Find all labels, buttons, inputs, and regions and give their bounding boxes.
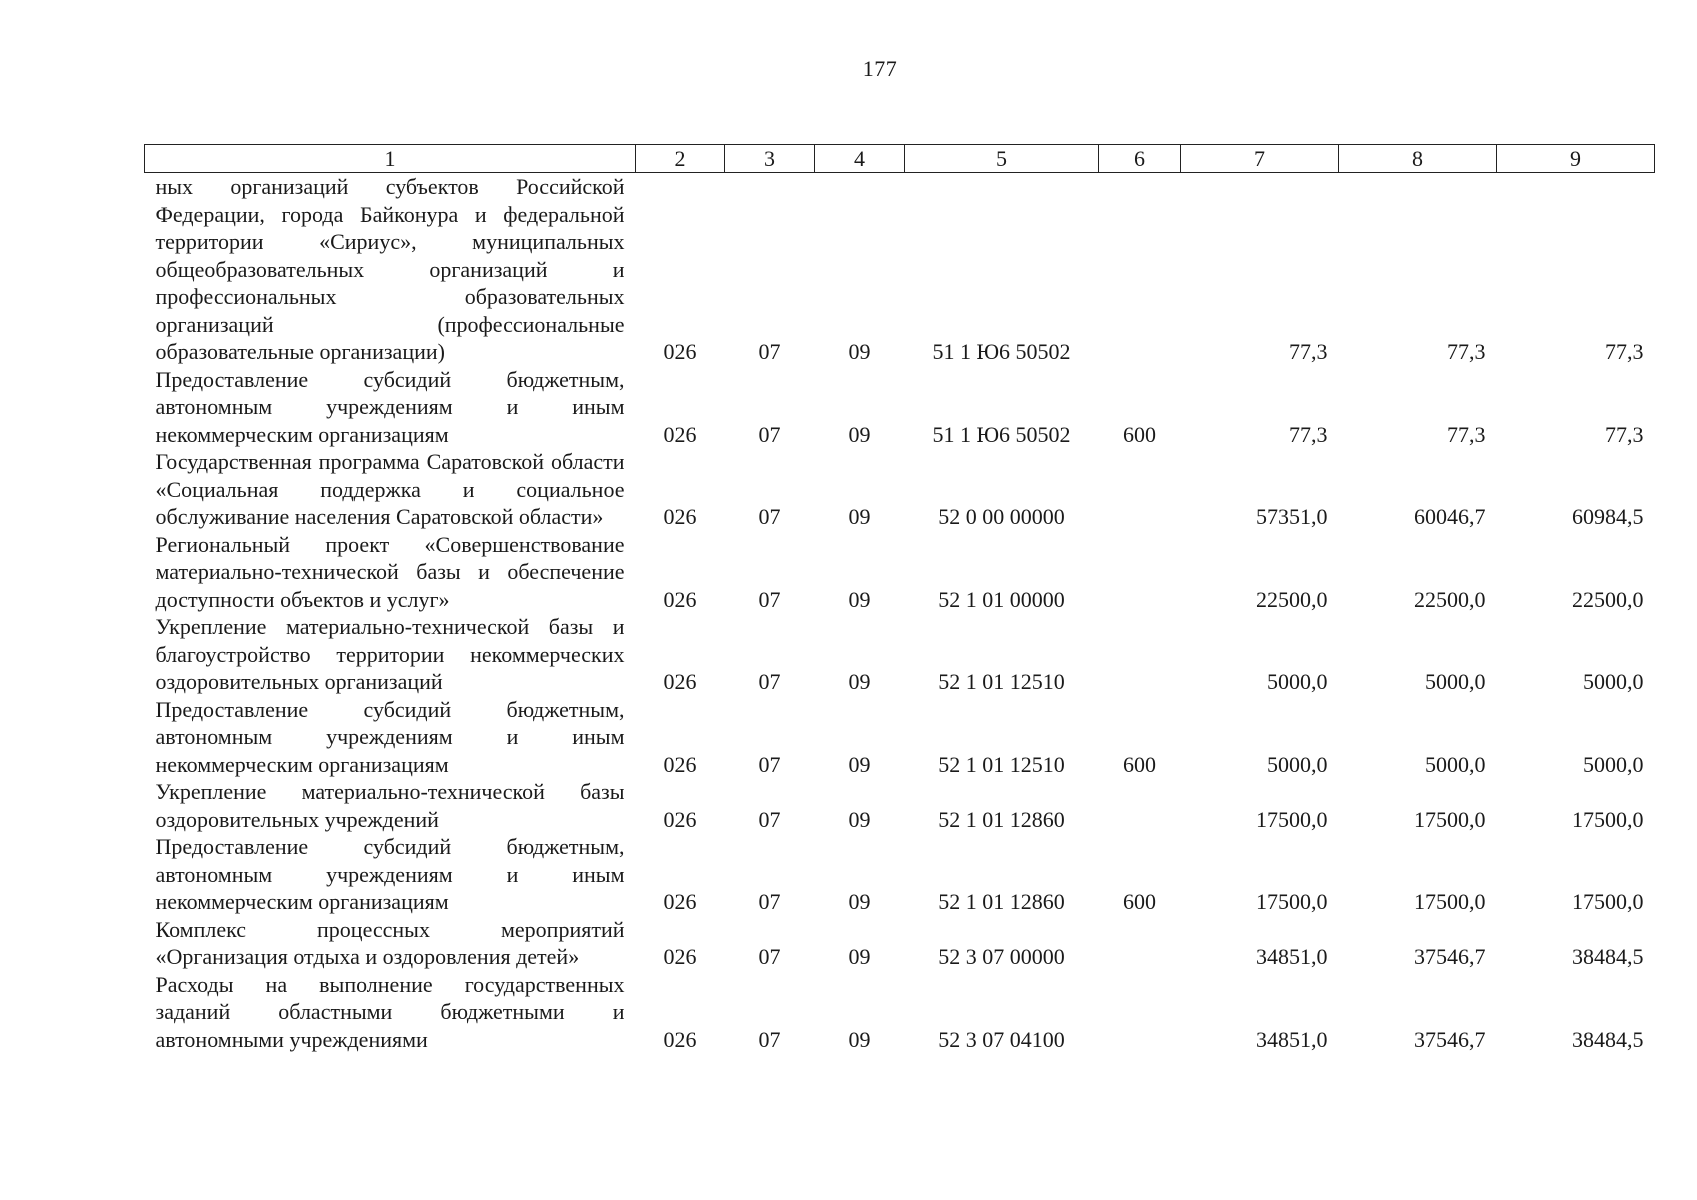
row-amount-col7: 34851,0 xyxy=(1256,1026,1328,1052)
row-target-article: 52 1 01 12510 xyxy=(938,751,1065,777)
table-row xyxy=(145,613,1655,696)
row-subsection-code: 09 xyxy=(848,504,871,529)
header-col-2: 2 xyxy=(636,145,725,173)
row-amount-col7: 5000,0 xyxy=(1267,751,1328,777)
row-ministry-code: 026 xyxy=(663,806,697,832)
row-target-article: 51 1 Ю6 50502 xyxy=(932,339,1071,364)
row-expense-type: 600 xyxy=(1123,889,1156,914)
row-expense-type xyxy=(1099,173,1181,366)
table-row xyxy=(145,971,1655,1054)
row-amount-col9: 22500,0 xyxy=(1572,586,1644,612)
row-target-article: 52 1 01 12510 xyxy=(938,669,1065,694)
row-section-code: 07 xyxy=(758,339,781,364)
header-col-1: 1 xyxy=(145,145,636,173)
row-target-article: 52 3 07 00000 xyxy=(938,944,1065,969)
row-section-code: 07 xyxy=(758,669,781,694)
row-expense-type xyxy=(1099,778,1181,833)
row-target-article: 51 1 Ю6 50502 xyxy=(932,421,1071,447)
row-target-article: 52 1 01 00000 xyxy=(938,586,1065,612)
row-subsection-code: 09 xyxy=(848,806,871,832)
table-row xyxy=(145,448,1655,531)
row-subsection-code: 09 xyxy=(848,751,871,777)
row-name: Предоставление субсидий бюджетным, автономным учреждениям и иным некоммерческим организациям xyxy=(155,834,625,914)
row-expense-type xyxy=(1099,916,1181,971)
row-expense-type xyxy=(1099,531,1181,614)
page-number: 177 xyxy=(862,56,898,81)
row-amount-col7: 77,3 xyxy=(1289,421,1328,447)
row-ministry-code: 026 xyxy=(663,944,697,969)
row-ministry-code: 026 xyxy=(663,751,697,777)
row-subsection-code: 09 xyxy=(848,421,871,447)
row-amount-col8: 37546,7 xyxy=(1414,944,1486,969)
row-ministry-code: 026 xyxy=(663,504,697,529)
table-body xyxy=(145,173,1655,1054)
row-expense-type: 600 xyxy=(1123,421,1156,447)
row-subsection-code: 09 xyxy=(848,669,871,694)
row-ministry-code: 026 xyxy=(663,1026,697,1052)
row-section-code: 07 xyxy=(758,504,781,529)
table-row xyxy=(145,696,1655,779)
row-expense-type xyxy=(1099,613,1181,696)
row-amount-col9: 77,3 xyxy=(1605,421,1644,447)
row-section-code: 07 xyxy=(758,421,781,447)
row-amount-col8: 5000,0 xyxy=(1425,751,1486,777)
row-name: Предоставление субсидий бюджетным, автономным учреждениям и иным некоммерческим организациям xyxy=(155,366,625,447)
row-name: Предоставление субсидий бюджетным, автономным учреждениям и иным некоммерческим организациям xyxy=(155,696,625,777)
row-target-article: 52 0 00 00000 xyxy=(938,504,1065,529)
row-target-article: 52 1 01 12860 xyxy=(938,889,1065,914)
row-amount-col8: 60046,7 xyxy=(1414,504,1486,529)
row-target-article: 52 1 01 12860 xyxy=(938,806,1065,832)
row-subsection-code: 09 xyxy=(848,889,871,914)
row-amount-col9: 77,3 xyxy=(1605,339,1644,364)
row-amount-col7: 17500,0 xyxy=(1256,806,1328,832)
row-ministry-code: 026 xyxy=(663,339,697,364)
header-col-6: 6 xyxy=(1099,145,1181,173)
row-name: Региональный проект «Совершенствование материально-технической базы и обеспечение доступности объектов и услуг» xyxy=(155,531,625,612)
row-name: Расходы на выполнение государственных заданий областными бюджетными и автономными учреждениями xyxy=(155,971,625,1052)
row-amount-col9: 38484,5 xyxy=(1572,944,1644,969)
row-amount-col9: 17500,0 xyxy=(1572,806,1644,832)
table-row xyxy=(145,173,1655,366)
table-row xyxy=(145,531,1655,614)
row-ministry-code: 026 xyxy=(663,889,697,914)
row-amount-col7: 34851,0 xyxy=(1256,944,1328,969)
row-section-code: 07 xyxy=(758,586,781,612)
header-col-8: 8 xyxy=(1339,145,1497,173)
header-col-3: 3 xyxy=(725,145,815,173)
row-amount-col7: 77,3 xyxy=(1289,339,1328,364)
row-amount-col7: 17500,0 xyxy=(1256,889,1328,914)
row-amount-col9: 5000,0 xyxy=(1583,751,1644,777)
row-section-code: 07 xyxy=(758,751,781,777)
row-name: Комплекс процессных мероприятий «Организация отдыха и оздоровления детей» xyxy=(155,916,625,969)
header-col-9: 9 xyxy=(1497,145,1655,173)
row-expense-type: 600 xyxy=(1123,751,1156,777)
row-subsection-code: 09 xyxy=(848,586,871,612)
row-section-code: 07 xyxy=(758,1026,781,1052)
row-name: Государственная программа Саратовской области «Социальная поддержка и социальное обслуживание населения Саратовской области» xyxy=(155,449,625,529)
table-header xyxy=(145,145,1655,173)
row-expense-type xyxy=(1099,448,1181,531)
table-row xyxy=(145,778,1655,833)
row-amount-col8: 17500,0 xyxy=(1414,889,1486,914)
row-section-code: 07 xyxy=(758,944,781,969)
row-ministry-code: 026 xyxy=(663,586,697,612)
row-name: Укрепление материально-технической базы оздоровительных учреждений xyxy=(155,779,625,832)
header-row xyxy=(145,145,1655,173)
row-amount-col9: 5000,0 xyxy=(1583,669,1644,694)
row-target-article: 52 3 07 04100 xyxy=(938,1026,1065,1052)
row-section-code: 07 xyxy=(758,889,781,914)
header-col-7: 7 xyxy=(1181,145,1339,173)
row-subsection-code: 09 xyxy=(848,944,871,969)
row-amount-col9: 38484,5 xyxy=(1572,1026,1644,1052)
row-amount-col8: 22500,0 xyxy=(1414,586,1486,612)
row-amount-col7: 5000,0 xyxy=(1267,669,1328,694)
row-amount-col7: 57351,0 xyxy=(1256,504,1328,529)
row-amount-col8: 37546,7 xyxy=(1414,1026,1486,1052)
row-amount-col7: 22500,0 xyxy=(1256,586,1328,612)
row-amount-col8: 5000,0 xyxy=(1425,669,1486,694)
row-amount-col8: 77,3 xyxy=(1447,421,1486,447)
row-name: Укрепление материально-технической базы и благоустройство территории некоммерческих оздоровительных организаций xyxy=(155,614,625,694)
row-ministry-code: 026 xyxy=(663,669,697,694)
row-amount-col8: 77,3 xyxy=(1447,339,1486,364)
row-amount-col8: 17500,0 xyxy=(1414,806,1486,832)
row-subsection-code: 09 xyxy=(848,339,871,364)
table-row xyxy=(145,833,1655,916)
row-expense-type xyxy=(1099,971,1181,1054)
header-col-4: 4 xyxy=(815,145,905,173)
table-row xyxy=(145,366,1655,449)
table-row xyxy=(145,916,1655,971)
row-subsection-code: 09 xyxy=(848,1026,871,1052)
budget-table xyxy=(144,144,1655,1053)
row-section-code: 07 xyxy=(758,806,781,832)
row-amount-col9: 17500,0 xyxy=(1572,889,1644,914)
row-ministry-code: 026 xyxy=(663,421,697,447)
header-col-5: 5 xyxy=(905,145,1099,173)
row-amount-col9: 60984,5 xyxy=(1572,504,1644,529)
row-name: ных организаций субъектов Российской Федерации, города Байконура и федеральной территории «Сириус», муниципальных общеобразовательных организаций и профессиональных образовательных организаций (профессиональные образовательные организации) xyxy=(155,174,625,364)
